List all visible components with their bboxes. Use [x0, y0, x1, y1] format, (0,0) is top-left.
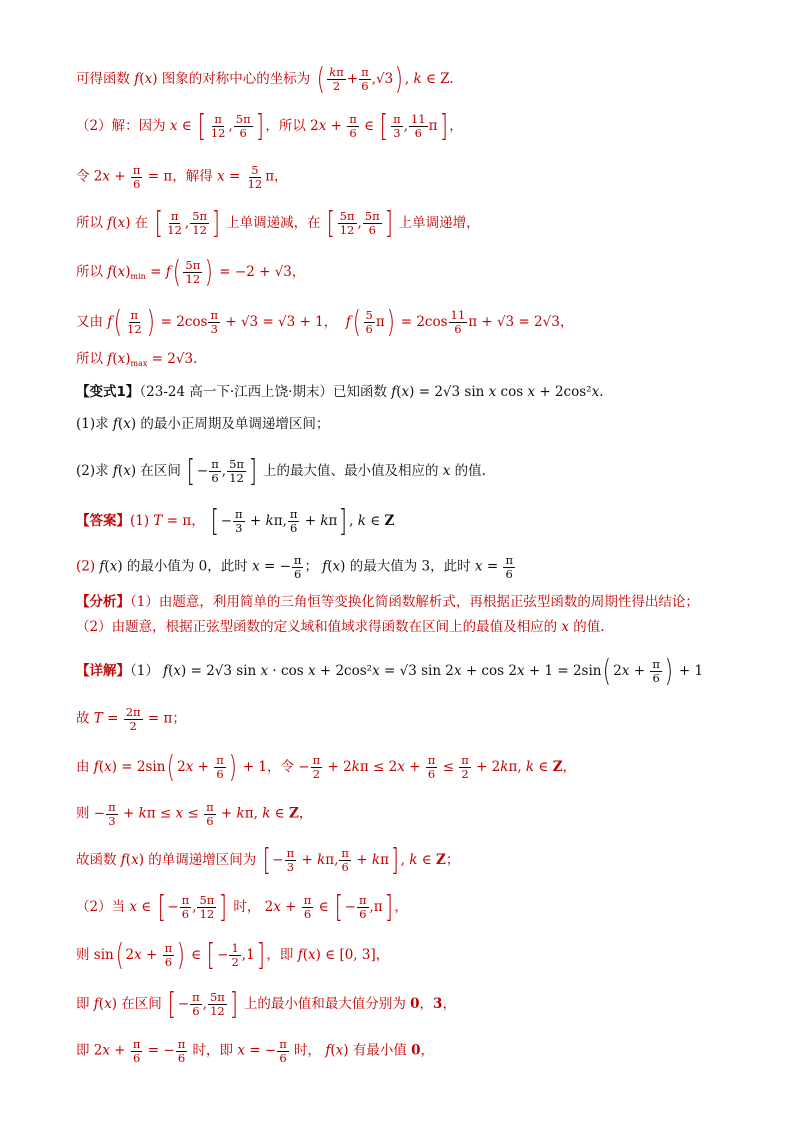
- text-line: 即 f(x) 在区间 [ − $\frac{\pi}{6}$ , $\frac{5\pi}{12}$ ] 上的最小值和最大值分别为 0，3，: [76, 987, 456, 1022]
- text-line: 所以 $f(x)_{max} = 2√3$.: [76, 351, 198, 368]
- text-line: 令 2x + $\frac{\pi}{6}$ = π，解得 x = $\frac{5}{12}$ π，: [76, 163, 288, 191]
- text-line: 则 − $\frac{\pi}{3}$ + kπ ≤ x ≤ $\frac{\pi}{6}$ + kπ, k ∈ Z，: [76, 800, 313, 828]
- text-line: 【分析】（1）由题意，利用简单的三角恒等变换化简函数解析式，再根据正弦型函数的周期性得出结论；: [76, 594, 699, 610]
- text-line: 【答案】(1) T = π， [ − $\frac{\pi}{3}$ + kπ, $\frac{\pi}{6}$ + kπ] , k ∈ Z: [76, 504, 395, 539]
- text-line: （2）解：因为 x ∈ [ $\frac{\pi}{12}$ , $\frac{5\pi}{6}$ ] ，所以 2x + $\frac{\pi}{6}$ ∈ [ $\frac{\pi}{3}$ , $\frac{11}{6}$ π] ，: [76, 109, 463, 144]
- text-line: 故 T = $\frac{2\pi}{2}$ = π；: [76, 705, 186, 733]
- section-tag: 【答案】: [76, 513, 130, 529]
- text-line: （2）由题意，根据正弦型函数的定义域和值域求得函数在区间上的最值及相应的 x 的值.: [76, 619, 605, 635]
- text-line: (1)求 f(x) 的最小正周期及单调递增区间；: [76, 416, 330, 432]
- text-line: 【变式1】（23-24 高一下·江西上饶·期末）已知函数 f(x) = 2√3 sin x cos x + 2cos²x.: [76, 384, 604, 400]
- text-line: 则 sin( 2x + $\frac{\pi}{6}$ ) ∈ [ − $\frac{1}{2}$ ,1] ，即 f(x) ∈ [0, 3]，: [76, 938, 390, 973]
- text-line: 又由 f( $\frac{\pi}{12}$ ) = 2cos $\frac{\pi}{3}$ + √3 = √3 + 1， f( $\frac{5}{6}$ π) = 2cos $\frac{11}{6}$ π + √3 = 2√3，: [76, 305, 574, 340]
- text-line: (2) f(x) 的最小值为 0，此时 x = − $\frac{\pi}{6}$ ； f(x) 的最大值为 3，此时 x = $\frac{\pi}{6}$: [76, 553, 513, 581]
- text-line: 故函数 f(x) 的单调递增区间为 [ − $\frac{\pi}{3}$ + kπ, $\frac{\pi}{6}$ + kπ] , k ∈ Z；: [76, 843, 460, 878]
- text-line: (2)求 f(x) 在区间 [ − $\frac{\pi}{6}$ , $\frac{5\pi}{12}$ ] 上的最大值、最小值及相应的 x 的值.: [76, 454, 486, 489]
- text-line: 即 2x + $\frac{\pi}{6}$ = − $\frac{\pi}{6}$ 时，即 x = − $\frac{\pi}{6}$ 时， f(x) 有最小值 0，: [76, 1037, 435, 1065]
- section-tag: 【分析】: [76, 594, 130, 610]
- text-line: （2）当 x ∈ [ − $\frac{\pi}{6}$ , $\frac{5\pi}{12}$ ] 时， 2x + $\frac{\pi}{6}$ ∈ [ − $\frac{\pi}{6}$ ,π] ，: [76, 890, 408, 925]
- section-tag: 【详解】: [76, 663, 130, 679]
- text-line: 可得函数 f(x) 图象的对称中心的坐标为 ( $\frac{k\pi}{2}$ + $\frac{\pi}{6}$ ,√3) , k ∈ Z.: [76, 62, 454, 97]
- text-line: 所以 $f(x)_{min} = f$( $\frac{5\pi}{12}$ ) = −2 + √3，: [76, 255, 306, 290]
- text-line: 所以 f(x) 在 [ $\frac{\pi}{12}$ , $\frac{5\pi}{12}$ ] 上单调递减，在 [ $\frac{5\pi}{12}$ , $\frac{5\pi}{6}$ ] 上单调递增，: [76, 206, 480, 241]
- text-line: 【详解】（1） f(x) = 2√3 sin x · cos x + 2cos²x = √3 sin 2x + cos 2x + 1 = 2sin( 2x + $\frac{\pi}{6}$ ) + 1: [76, 654, 704, 689]
- section-tag: 【变式1】: [76, 384, 140, 400]
- text-line: 由 f(x) = 2sin( 2x + $\frac{\pi}{6}$ ) + 1，令 − $\frac{\pi}{2}$ + 2kπ ≤ 2x + $\frac{\pi}{6}$ ≤ $\frac{\pi}{2}$ + 2kπ, k ∈ Z，: [76, 750, 577, 785]
